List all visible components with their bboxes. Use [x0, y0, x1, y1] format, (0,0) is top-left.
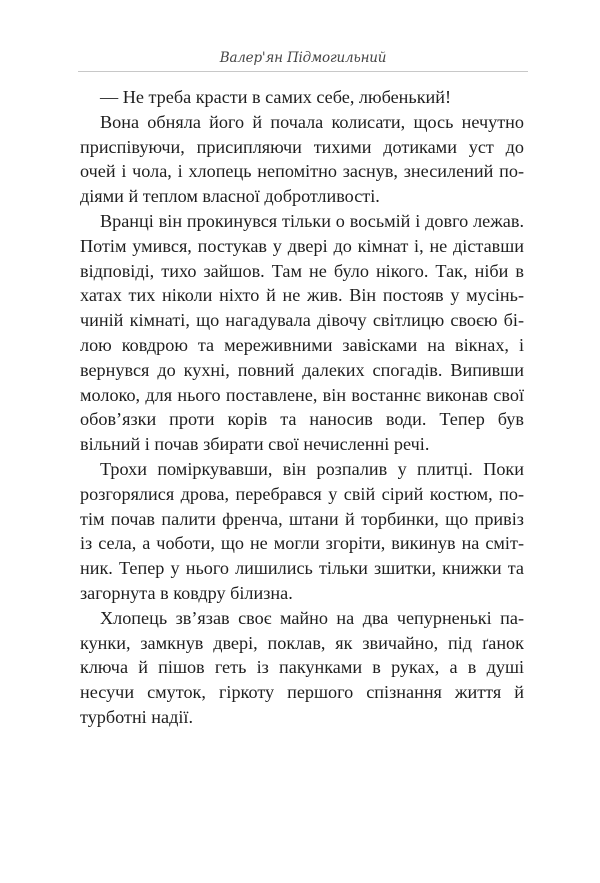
paragraph: Трохи поміркувавши, він розпалив у плитці. Поки розгорялися дрова, перебрався у свій сірий костюм, потім почав палити френча, штани й торбинки, що привіз із села, а чоботи, що не могли згоріти, викинув на смітник. Тепер у нього лишились тільки зшитки, книжки та загорнута в ковдру білизна.: [80, 458, 524, 603]
paragraph: Хлопець зв’язав своє майно на два чепурненькі пакунки, замкнув двері, поклав, як звичайно, під ґанок ключа й пішов геть із пакунками в руках, а в душі несучи смуток, гіркоту першого спізнання життя й турботні надії.: [80, 607, 524, 727]
paragraph: Вранці він прокинувся тільки о восьмій і довго лежав. Потім умився, постукав у двері до кімнат і, не діставши відповіді, тихо зайшов. Там не було нікого. Так, ніби в хатах тих ніколи ніхто й не жив. Він постояв у мусіньчиній кімнаті, що нагадувала дівочу світлицю своєю білою ковдрою та мереживними завісками на вікнах, і вернувся до кухні, повний далеких спогадів. Випивши молоко, для нього поставлене, він востаннє виконав свої обов’язки проти корів та наносив води. Тепер був вільний і почав збирати свої нечисленні речі.: [80, 210, 524, 455]
paragraph: Вона обняла його й почала колисати, щось нечутно приспівуючи, присипляючи тихими дотиками уст до очей і чола, і хлопець непомітно заснув, знесилений подіями й теплом власної добротливості.: [80, 111, 524, 207]
running-head: Валер'ян Підмогильний: [219, 50, 387, 66]
header-rule: [78, 71, 528, 72]
page-body: [80, 85, 524, 730]
paragraph: — Не треба красти в самих себе, любенький!: [100, 87, 452, 107]
